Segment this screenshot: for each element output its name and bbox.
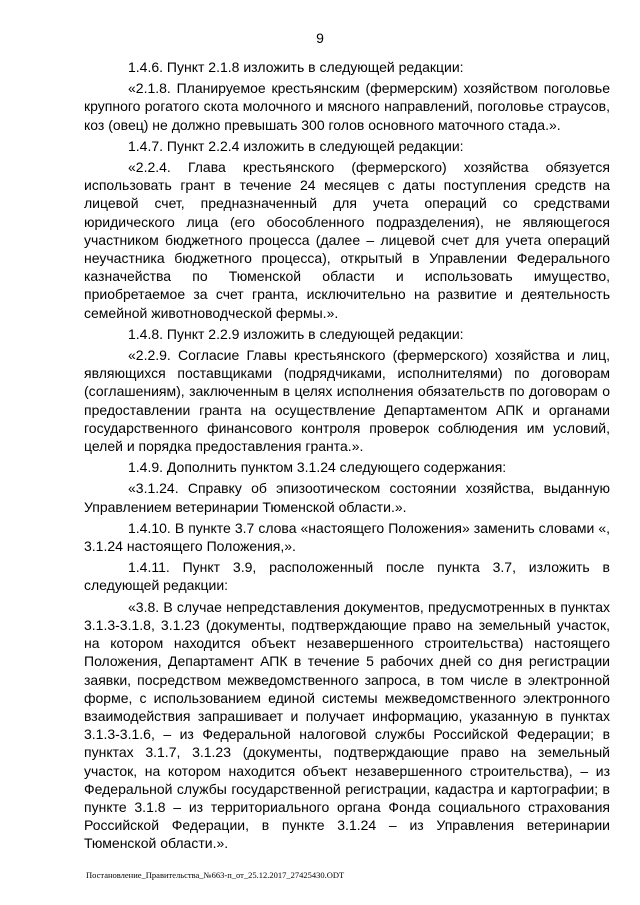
paragraph: 1.4.11. Пункт 3.9, расположенный после пункта 3.7, изложить в следующей редакции: bbox=[84, 559, 610, 594]
page-number: 9 bbox=[316, 30, 324, 46]
paragraph: 1.4.8. Пункт 2.2.9 изложить в следующей редакции: bbox=[128, 325, 464, 342]
document-footer: Постановление_Правительства_№663-п_от_25.12.2017_27425430.ODT bbox=[86, 870, 345, 880]
paragraph: 1.4.10. В пункте 3.7 слова «настоящего Положения» заменить словами «, 3.1.24 настоящего Положения,». bbox=[84, 519, 610, 555]
paragraph: 1.4.9. Дополнить пунктом 3.1.24 следующего содержания: bbox=[128, 459, 507, 476]
paragraph: «2.1.8. Планируемое крестьянским (фермерским) хозяйством поголовье крупного рогатого скота молочного и мясного направлений, поголовье страусов, коз (овец) не должно превышать 300 голов основного маточного стада.». bbox=[84, 80, 610, 133]
paragraph: «3.8. В случае непредставления документов, предусмотренных в пунктах 3.1.3-3.1.8, 3.1.23 (документы, подтверждающие право на земельный участок, на котором находится объект незавершенного строительства) настоящего Положения, Департамент АПК в течение 5 рабочих дней со дня регистрации заявки, посредством межведомственного запроса, в том числе в электронной форме, с использованием единой системы межведомственного электронного взаимодействия запрашивает и получает информацию, указанную в пунктах 3.1.3-3.1.6, – из Федеральной налоговой службы Российской Федерации; в пунктах 3.1.7, 3.1.23 (документы, подтверждающие право на земельный участок, на котором находится объект незавершенного строительства), – из Федеральной службы государственной регистрации, кадастра и картографии; в пункте 3.1.8 – из территориального органа Фонда социального страхования Российской Федерации, в пункте 3.1.24 – из Управления ветеринарии Тюменской области.». bbox=[84, 598, 610, 852]
paragraph: 1.4.7. Пункт 2.2.4 изложить в следующей редакции: bbox=[128, 137, 464, 154]
paragraph: «3.1.24. Справку об эпизоотическом состоянии хозяйства, выданную Управлением ветеринарии Тюменской области.». bbox=[84, 480, 610, 515]
paragraph: 1.4.6. Пункт 2.1.8 изложить в следующей редакции: bbox=[128, 59, 464, 75]
document-body bbox=[84, 58, 610, 856]
paragraph: «2.2.9. Согласие Главы крестьянского (фермерского) хозяйства и лиц, являющихся поставщиками (подрядчиками, исполнителями) по договорам (соглашениям), заключенным в целях исполнения обязательств по договорам о предоставлении гранта на осуществление Департаментом АПК и органами государственного финансового контроля проверок соблюдения им условий, целей и порядка предоставления гранта.». bbox=[84, 347, 610, 455]
paragraph: «2.2.4. Глава крестьянского (фермерского) хозяйства обязуется использовать грант в течение 24 месяцев с даты поступления средств на лицевой счет, предназначенный для учета операций со средствами юридического лица (его обособленного подразделения), не являющегося участником бюджетного процесса (далее – лицевой счет для учета операций неучастника бюджетного процесса), открытый в Управлении Федерального казначейства по Тюменской области и использовать имущество, приобретаемое за счет гранта, исключительно на развитие и деятельность семейной животноводческой фермы.». bbox=[84, 159, 610, 321]
